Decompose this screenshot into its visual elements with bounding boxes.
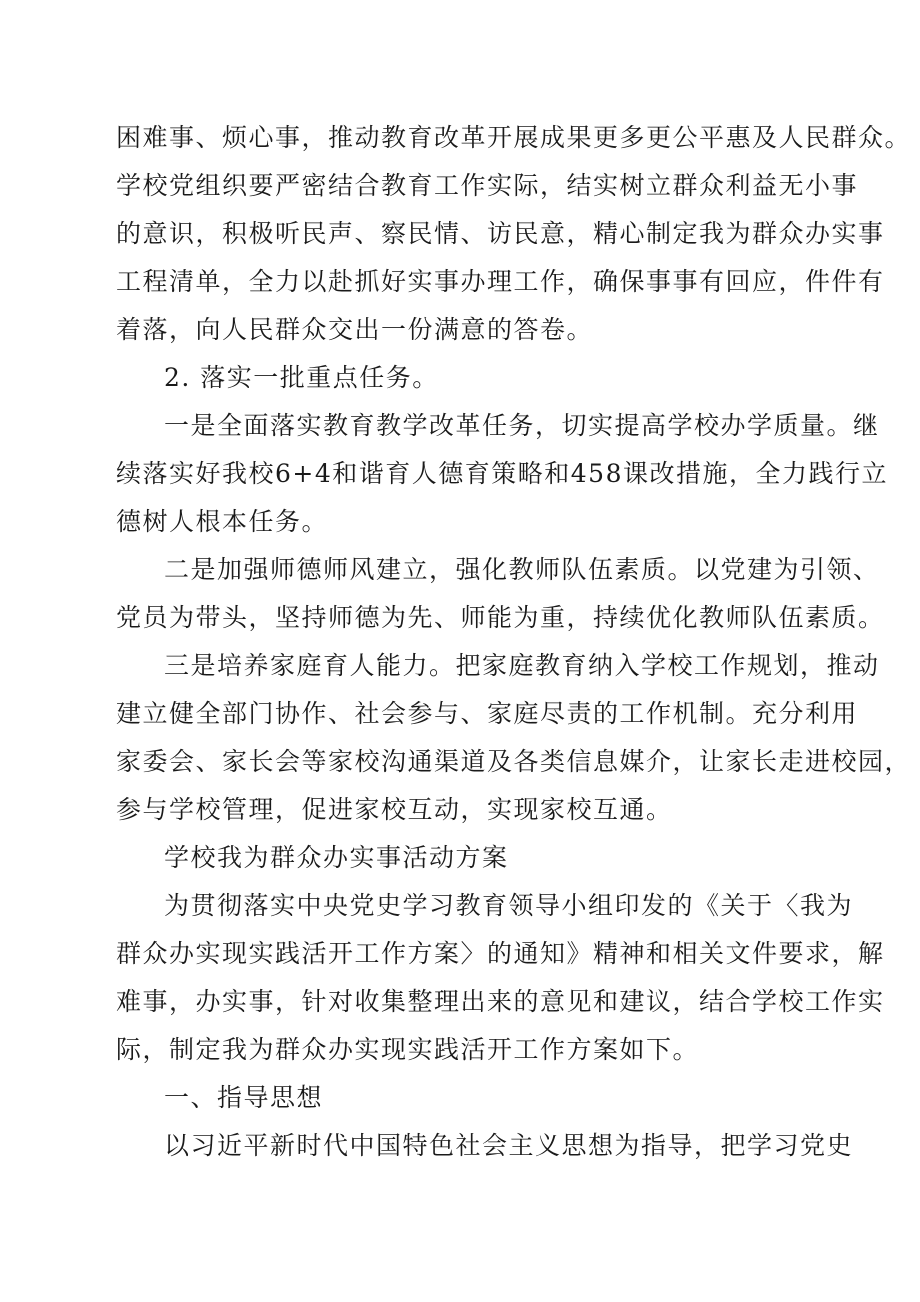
text-line-5: 着落，向人民群众交出一份满意的答卷。 [116, 315, 594, 344]
text-line-4: 工程清单，全力以赴抓好实事办理工作，确保事事有回应，件件有 [116, 267, 885, 296]
section-heading-guiding-ideology: 一、指导思想 [164, 1083, 324, 1112]
text-line-8: 续落实好我校6+4和谐育人德育策略和458课改措施，全力践行立 [116, 459, 888, 488]
document-title: 学校我为群众办实事活动方案 [164, 843, 509, 872]
text-line-22: 以习近平新时代中国特色社会主义思想为指导，把学习党史 [164, 1131, 854, 1160]
text-line-7: 一是全面落实教育教学改革任务，切实提高学校办学质量。继 [164, 411, 880, 440]
text-line-2: 学校党组织要严密结合教育工作实际，结实树立群众利益无小事 [116, 171, 859, 200]
text-line-13: 建立健全部门协作、社会参与、家庭尽责的工作机制。充分利用 [116, 699, 859, 728]
text-line-18: 群众办实现实践活开工作方案〉的通知》精神和相关文件要求，解 [116, 939, 885, 968]
text-line-20: 际，制定我为群众办实现实践活开工作方案如下。 [116, 1035, 700, 1064]
text-line-1: 困难事、烦心事，推动教育改革开展成果更多更公平惠及人民群众。 [116, 123, 912, 152]
text-line-19: 难事，办实事，针对收集整理出来的意见和建议，结合学校工作实 [116, 987, 885, 1016]
text-line-17: 为贯彻落实中央党史学习教育领导小组印发的《关于〈我为 [164, 891, 854, 920]
section-heading-key-tasks: 2. 落实一批重点任务。 [164, 363, 439, 392]
text-line-11: 党员为带头，坚持师德为先、师能为重，持续优化教师队伍素质。 [116, 603, 885, 632]
text-line-15: 参与学校管理，促进家校互动，实现家校互通。 [116, 795, 673, 824]
text-line-14: 家委会、家长会等家校沟通渠道及各类信息媒介，让家长走进校园， [116, 747, 912, 776]
text-line-10: 二是加强师德师风建立，强化教师队伍素质。以党建为引领、 [164, 555, 880, 584]
text-line-9: 德树人根本任务。 [116, 507, 329, 536]
text-line-3: 的意识，积极听民声、察民情、访民意，精心制定我为群众办实事 [116, 219, 885, 248]
text-line-12: 三是培养家庭育人能力。把家庭教育纳入学校工作规划，推动 [164, 651, 880, 680]
